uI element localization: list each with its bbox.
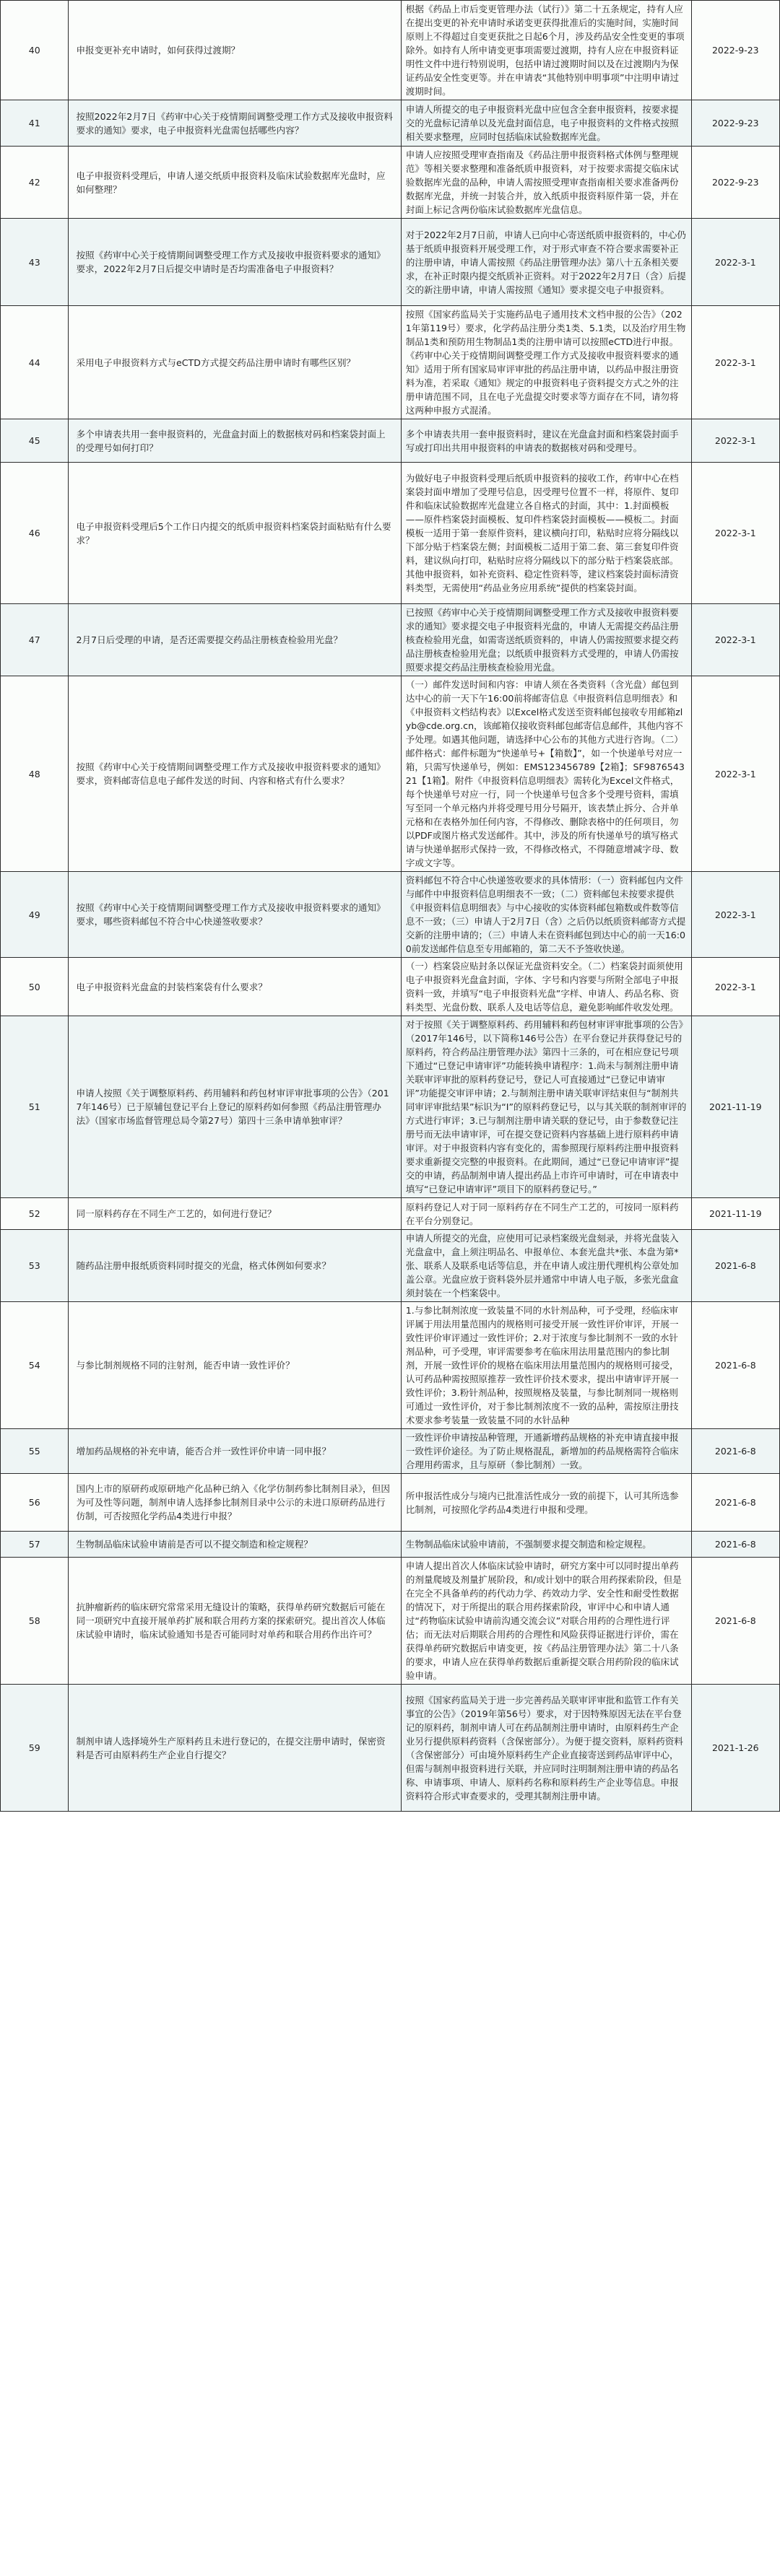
- row-number: 53: [1, 1230, 69, 1302]
- date-cell: 2021-6-8: [691, 1302, 779, 1429]
- date-cell: 2021-6-8: [691, 1532, 779, 1558]
- row-number: 42: [1, 147, 69, 219]
- date-cell: 2022-3-1: [691, 463, 779, 604]
- date-cell: 2021-11-19: [691, 1198, 779, 1230]
- table-row: [1, 1558, 780, 1685]
- date-cell: 2021-6-8: [691, 1558, 779, 1685]
- table-row: [1, 1, 780, 100]
- date-cell: 2021-6-8: [691, 1474, 779, 1532]
- row-number: 51: [1, 1016, 69, 1198]
- row-number: 49: [1, 872, 69, 958]
- answer-cell: 对于按照《关于调整原料药、药用辅料和药包材审评审批事项的公告》（2017年146号，以下简称146号公告）在平台登记并获得登记号的原料药，符合药品注册管理办法》第四十三条的，可在相应登记号项下通过“已登记申请审评”功能转换申请程序：1.尚未与制剂注册申请关联审评审批的原料药登记号，登记人可直接通过“已登记申请审评”功能提交审评申请；2.与制剂注册申请关联审评结束但与“制剂共同审评审批结果”标识为“I”的原料药登记号，以与其关联的制剂审评的方式进行审评；3.已与制剂注册申请关联的登记号，由于参数登记注册号而无法申请审评，可在提交登记资料内容基础上进行原料药申请审评。对于申报资料内容有变化的，需参照现行原料药注册申报资料要求重新提交完整的申报资料。在此期间，通过“已登记申请审评”提交的申请，药品制剂申请人提出药品上市许可申请时，可在申请表中填写“已登记申请审评”项目下的原料药登记号。”: [401, 1016, 691, 1198]
- question-cell: 同一原料药存在不同生产工艺的，如何进行登记？: [69, 1198, 401, 1230]
- answer-cell: 为做好电子申报资料受理后纸质申报资料的接收工作，药审中心在档案袋封面申增加了受理号信息，因受理号位置不一样，将原件、复印件和临床试验数据库光盘建立各自格式的封面，其中：1.封面模板——原件档案袋封面模板、复印件档案袋封面模板——模板二。封面模板一适用于第一套原件资料，建议横向打印，粘贴时应将分隔线以下部分贴于档案袋左侧；封面模板二适用于第二套、第三套复印件资料，建议纵向打印，粘贴时应将分隔线以下的部分贴于档案袋底部。其他申报资料，如补充资料、稳定性资料等，建议档案袋封面标清资料类型，无需使用“药品业务应用系统”提供的档案袋封面。: [401, 463, 691, 604]
- answer-cell: （一）邮件发送时间和内容：申请人须在各类资料（含光盘）邮包到达中心的前一天下午16:00前将邮寄信息《申报资料信息明细表》和《申报资料文档结构表》以Excel格式发送至资料邮包接收专用邮箱zlyb@cde.org.cn，该邮箱仅接收资料邮包邮寄信息邮件，其他内容不予处理。如遇其他问题，请选择中心公布的其他方式进行咨询。（二）邮件格式：邮件标题为“快递单号+【箱数】”，如一个快递单号对应一箱，只需写快递单号，例如：EMS123456789【2箱】；SF987654321【1箱】。附件《申报资料信息明细表》需转化为Excel文件格式，每个快递单号对应一行，同一个快递单号包含多个受理号资料，需填写至同一个单元格内并将受理号用分号隔开，该表禁止拆分、合并单元格和在表格外加任何内容，不得修改、删除表格中的任何项目，勿以PDF或图片格式发送邮件。其中，涉及的所有快递单号的填写格式请与快递单据形式保持一致，不得修改格式，不得随意增减字母、数字或文字等。: [401, 676, 691, 872]
- question-cell: 按照《药审中心关于疫情期间调整受理工作方式及接收申报资料要求的通知》要求，2022年2月7日后提交申请时是否均需准备电子申报资料？: [69, 219, 401, 306]
- answer-cell: 按照《国家药监局关于实施药品电子通用技术文档申报的公告》（2021年第119号）要求，化学药品注册分类1类、5.1类，以及治疗用生物制品1类和预防用生物制品1类的注册申请可以按照eCTD进行申报。《药审中心关于疫情期间调整受理工作方式及接收申报资料要求的通知》适用于所有国家局审评审批的药品注册申请，以药品申报注册资料为准，若采取《通知》规定的申报资料电子资料提交方式之外的注册申请范围不同，且在电子光盘提交时要求等方面存在不同，请勿将这两种申报方式混淆。: [401, 306, 691, 419]
- answer-cell: 申请人提出首次人体临床试验申请时，研究方案中可以同时提出单药的剂量爬坡及剂量扩展阶段，和/或计划中的联合用药探索阶段，但是在完全不具备单药的药代动力学、药效动力学、安全性和耐受性数据的情况下，对于所提出的联合用药探索阶段，审评中心和申请人通过“药物临床试验申请前沟通交流会议”对联合用药的合理性进行评估；而无法对后期联合用药的合理性和风险获得证据进行评价，需在获得单药研究数据后申请变更，按《药品注册管理办法》第二十八条的要求，申请人应在获得单药数据后重新提交联合用药阶段的临床试验申请。: [401, 1558, 691, 1685]
- answer-cell: 申请人所提交的光盘，应使用可记录档案级光盘刻录，并将光盘装入光盘盒中，盒上须注明品名、申报单位、本套光盘共*张、本盘为第*张、联系人及联系电话等信息，并在申请人或注册代理机构公章处加盖公章。光盘应放于资料袋外层并通常中申请人电子版，多张光盘盒须封装在一个档案袋中。: [401, 1230, 691, 1302]
- question-cell: 抗肿瘤新药的临床研究常常采用无缝设计的策略，获得单药研究数据后可能在同一项研究中直接开展单药扩展和联合用药方案的探索研究。提出首次人体临床试验申请时，临床试验通知书是否可能同时对单药和联合用药作出许可？: [69, 1558, 401, 1685]
- question-cell: 按照2022年2月7日《药审中心关于疫情期间调整受理工作方式及接收申报资料要求的通知》要求，电子申报资料光盘需包括哪些内容？: [69, 100, 401, 147]
- table-row: [1, 1429, 780, 1474]
- question-cell: 制剂申请人选择境外生产原料药且未进行登记的，在提交注册申请时，保密资料是否可由原料药生产企业自行提交？: [69, 1685, 401, 1812]
- date-cell: 2021-1-26: [691, 1685, 779, 1812]
- answer-cell: 生物制品临床试验申请前，不强制要求提交制造和检定规程。: [401, 1532, 691, 1558]
- table-row: [1, 1230, 780, 1302]
- answer-cell: 资料邮包不符合中心快递签收要求的具体情形：（一）资料邮包内文件与邮件中申报资料信息明细表不一致；（二）资料邮包未按要求提供《申报资料信息明细表》与中心接收的实体资料邮包箱数或件数等信息不一致；（三）申请人于2月7日（含）之后仍以纸质资料邮寄方式提交新的注册申请的；（三）申请人未在资料邮包到达中心的前一天16:00前发送邮件信息至专用邮箱的，第二天不予签收快递。: [401, 872, 691, 958]
- table-row: [1, 958, 780, 1016]
- question-cell: 与参比制剂规格不同的注射剂，能否申请一致性评价？: [69, 1302, 401, 1429]
- date-cell: 2022-9-23: [691, 100, 779, 147]
- row-number: 45: [1, 419, 69, 463]
- row-number: 58: [1, 1558, 69, 1685]
- answer-cell: （一）档案袋应贴封条以保证光盘资料安全。（二）档案袋封面须使用电子申报资料光盘盒封面，字体、字号和内容要与所附全部电子申报资料一致，并填写“电子申报资料光盘”字样、申请人、药品名称、资料类型、光盘份数、联系人及电话等信息，避免影响邮件收发处理。: [401, 958, 691, 1016]
- question-cell: 电子申报资料光盘盒的封装档案袋有什么要求？: [69, 958, 401, 1016]
- row-number: 52: [1, 1198, 69, 1230]
- answer-cell: 所申报活性成分与境内已批准活性成分一致的前提下，认可其所选参比制剂，可按照化学药品4类进行申报和受理。: [401, 1474, 691, 1532]
- faq-table-body: [1, 1, 780, 1812]
- table-row: [1, 419, 780, 463]
- row-number: 46: [1, 463, 69, 604]
- date-cell: 2021-6-8: [691, 1230, 779, 1302]
- answer-cell: 对于2022年2月7日前，申请人已向中心寄送纸质申报资料的，中心仍基于纸质申报资料开展受理工作，对于形式审查不符合要求需要补正的注册申请，申请人需按照《药品注册管理办法》第八十五条相关要求，在补正时限内提交纸质补正资料。对于2022年2月7日（含）后提交的新注册申请，申请人需按照《通知》要求提交电子申报资料。: [401, 219, 691, 306]
- answer-cell: 申请人应按照受理审查指南及《药品注册申报资料格式体例与整理规范》等相关要求整理和准备纸质申报资料，对于按要求需提交临床试验数据库光盘的品种，申请人需按照受理审查指南相关要求准备两份数据库光盘，并统一封装合并，放入纸质申报资料原件第一袋，并在封面上标记含两份临床试验数据库光盘信息。: [401, 147, 691, 219]
- question-cell: 按照《药审中心关于疫情期间调整受理工作方式及接收申报资料要求的通知》要求，资料邮寄信息电子邮件发送的时间、内容和格式有什么要求？: [69, 676, 401, 872]
- table-row: [1, 463, 780, 604]
- row-number: 47: [1, 604, 69, 676]
- date-cell: 2022-3-1: [691, 872, 779, 958]
- answer-cell: 按照《国家药监局关于进一步完善药品关联审评审批和监管工作有关事宜的公告》（2019年第56号）要求，对于因特殊原因无法在平台登记的原料药，制剂申请人可在药品制剂注册申请时，由原料药生产企业另行提供原料药资料（含保密部分）。为便于提交资料，原料药资料（含保密部分）可由境外原料药生产企业直接寄送到药品审评中心，但需与制剂申报资料进行关联，并应同时注明制剂注册申请的药品名称、申请事项、申请人、原料药名称和原料药生产企业等信息。申报资料符合形式审查要求的，受理其制剂注册申请。: [401, 1685, 691, 1812]
- table-row: [1, 100, 780, 147]
- date-cell: 2022-3-1: [691, 958, 779, 1016]
- row-number: 44: [1, 306, 69, 419]
- table-row: [1, 306, 780, 419]
- row-number: 54: [1, 1302, 69, 1429]
- row-number: 56: [1, 1474, 69, 1532]
- row-number: 59: [1, 1685, 69, 1812]
- table-row: [1, 1016, 780, 1198]
- row-number: 41: [1, 100, 69, 147]
- answer-cell: 1.与参比制剂浓度一致装量不同的水针剂品种，可予受理，经临床审评属于用法用量范围内的规格则可接受开展一致性评价审评，开展一致性评价审评通过一致性评价；2.对于浓度与参比制剂不一致的水针剂品种，可予受理，审评需要参考在临床用法用量范围内的参比制剂，开展一致性评价的规格在临床用法用量范围内的规格则可接受，认可药品种需按照原推荐一致性评价技术要求，提出申请审评开展一致性评价；3.粉针剂品种，按照规格及装量，与参比制剂同一规格则可通过一致性评价，对于参比制剂浓度不一致的品种，需按原注册技术要求参考装量一致装量不同的水针品种: [401, 1302, 691, 1429]
- question-cell: 多个申请表共用一套申报资料的，光盘盒封面上的数据核对码和档案袋封面上的受理号如何打印？: [69, 419, 401, 463]
- row-number: 40: [1, 1, 69, 100]
- question-cell: 增加药品规格的补充申请，能否合并一致性评价申请一同申报？: [69, 1429, 401, 1474]
- table-row: [1, 219, 780, 306]
- table-row: [1, 1532, 780, 1558]
- table-row: [1, 1302, 780, 1429]
- row-number: 55: [1, 1429, 69, 1474]
- answer-cell: 原料药登记人对于同一原料药存在不同生产工艺的，可按同一原料药在平台分别登记。: [401, 1198, 691, 1230]
- date-cell: 2021-6-8: [691, 1429, 779, 1474]
- date-cell: 2021-11-19: [691, 1016, 779, 1198]
- question-cell: 电子申报资料受理后，申请人递交纸质申报资料及临床试验数据库光盘时，应如何整理？: [69, 147, 401, 219]
- table-row: [1, 676, 780, 872]
- question-cell: 电子申报资料受理后5个工作日内提交的纸质申报资料档案袋封面粘贴有什么要求？: [69, 463, 401, 604]
- question-cell: 国内上市的原研药或原研地产化品种已纳入《化学仿制药参比制剂目录》，但因为可及性等问题，制剂申请人选择参比制剂目录中公示的未进口原研药品进行仿制，可否按照化学药品4类进行申报？: [69, 1474, 401, 1532]
- table-row: [1, 147, 780, 219]
- question-cell: 申报变更补充申请时，如何获得过渡期？: [69, 1, 401, 100]
- answer-cell: 申请人所提交的电子申报资料光盘中应包含全套申报资料，按要求提交的光盘标记清单以及光盘封面信息，电子申报资料的文件格式按照相关要求整理，应同时包括临床试验数据库光盘。: [401, 100, 691, 147]
- question-cell: 生物制品临床试验申请前是否可以不提交制造和检定规程？: [69, 1532, 401, 1558]
- date-cell: 2022-3-1: [691, 604, 779, 676]
- question-cell: 2月7日后受理的申请，是否还需要提交药品注册核查检验用光盘？: [69, 604, 401, 676]
- answer-cell: 已按照《药审中心关于疫情期间调整受理工作方式及接收申报资料要求的通知》要求提交电子申报资料光盘的，申请人无需提交药品注册核查检验用光盘，如需寄送纸质资料的，申请人仍需按照要求提交药品注册核查检验用光盘；以纸质申报资料方式受理的，申请人仍需按照要求提交药品注册核查检验用光盘。: [401, 604, 691, 676]
- table-row: [1, 604, 780, 676]
- table-row: [1, 1685, 780, 1812]
- date-cell: 2022-9-23: [691, 1, 779, 100]
- question-cell: 随药品注册申报纸质资料同时提交的光盘，格式体例如何要求？: [69, 1230, 401, 1302]
- row-number: 48: [1, 676, 69, 872]
- date-cell: 2022-3-1: [691, 419, 779, 463]
- row-number: 50: [1, 958, 69, 1016]
- table-row: [1, 1198, 780, 1230]
- answer-cell: 一致性评价申请按品种管理，开通新增药品规格的补充申请直接申报一致性评价途径。为了防止规格混乱，新增加的药品规格需符合临床合理用药需求，且与原研（参比制剂）一致。: [401, 1429, 691, 1474]
- date-cell: 2022-3-1: [691, 219, 779, 306]
- table-row: [1, 872, 780, 958]
- answer-cell: 多个申请表共用一套申报资料时，建议在光盘盒封面和档案袋封面手写或打印出共用申报资料的申请表的数据核对码和受理号。: [401, 419, 691, 463]
- date-cell: 2022-9-23: [691, 147, 779, 219]
- date-cell: 2022-3-1: [691, 306, 779, 419]
- table-row: [1, 1474, 780, 1532]
- row-number: 43: [1, 219, 69, 306]
- question-cell: 申请人按照《关于调整原料药、药用辅料和药包材审评审批事项的公告》（2017年146号）已于原辅包登记平台上登记的原料药如何参照《药品注册管理办法》（国家市场监督管理总局令第27号）第四十三条申请单独审评？: [69, 1016, 401, 1198]
- date-cell: 2022-3-1: [691, 676, 779, 872]
- question-cell: 采用电子申报资料方式与eCTD方式提交药品注册申请时有哪些区别？: [69, 306, 401, 419]
- row-number: 57: [1, 1532, 69, 1558]
- question-cell: 按照《药审中心关于疫情期间调整受理工作方式及接收申报资料要求的通知》要求，哪些资料邮包不符合中心快递签收要求？: [69, 872, 401, 958]
- answer-cell: 根据《药品上市后变更管理办法（试行）》第二十五条规定，持有人应在提出变更的补充申请时承诺变更获得批准后的实施时间，实施时间原则上不得超过自变更获批之日起6个月，涉及药品安全性变更的事项除外。如持有人所申请变更事项需要过渡期，持有人应在申报资料证明性文件中进行特别说明，包括申请过渡期时间以及在过渡期内为保证药品安全性变更等。并在申请表“其他特别申明事项”中注明申请过渡期时间。: [401, 1, 691, 100]
